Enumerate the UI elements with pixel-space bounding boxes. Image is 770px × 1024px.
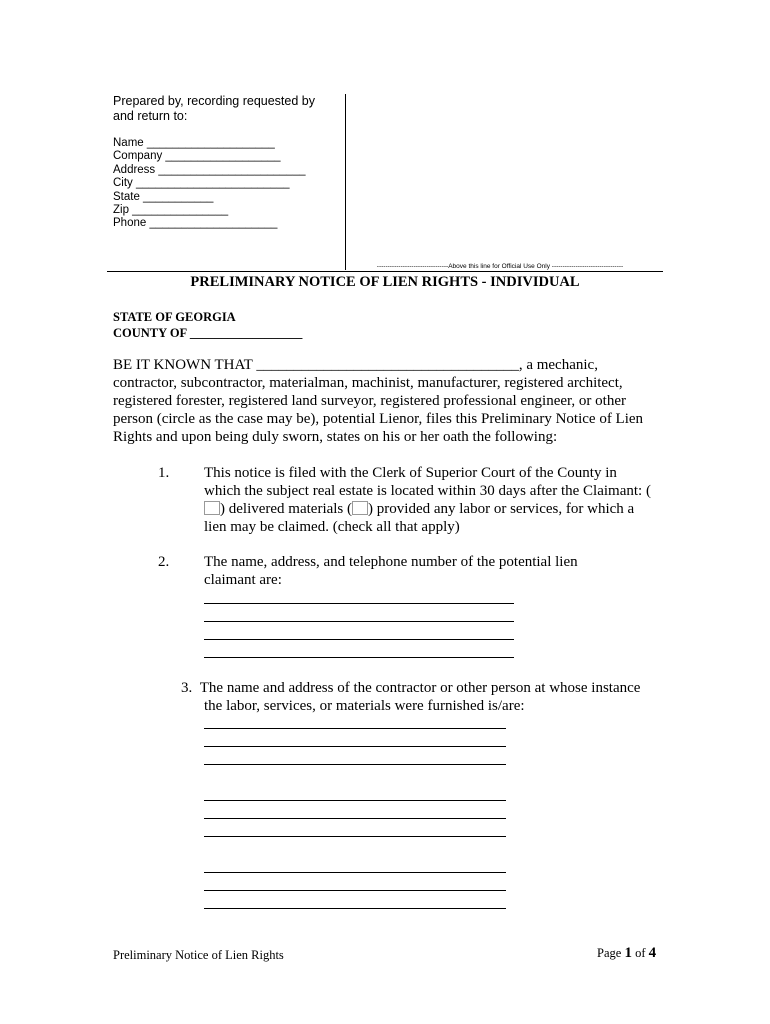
document-title: PRELIMINARY NOTICE OF LIEN RIGHTS - INDIVIDUAL [190,274,580,290]
claimant-line-3[interactable] [204,639,514,640]
phone-field[interactable]: Phone ____________________ [113,217,278,230]
footer-document-name: Preliminary Notice of Lien Rights [113,948,284,962]
county-line[interactable]: COUNTY OF __________________ [113,326,303,340]
contractor-line-7[interactable] [204,872,506,873]
claimant-line-1[interactable] [204,603,514,604]
zip-field[interactable]: Zip _______________ [113,204,229,217]
item-1-number: 1. [158,465,170,481]
return-address-fields [113,137,306,231]
contractor-line-6[interactable] [204,836,506,837]
claimant-line-4[interactable] [204,657,514,658]
venue-block [113,309,302,341]
prepared-by-label: Prepared by, recording requested by and return to: [113,94,315,123]
item-1-text-b: ) delivered materials ( [220,501,353,517]
intro-paragraph: BE IT KNOWN THAT ___________________________________, a mechanic, contractor, subcontractor, materialman, machinist, manufacturer, registered architect, registered forester, registered land surveyor, registered professional engineer, or other person (circle as the case may be), potential Lienor, files this Preliminary Notice of Lien Rights and upon being duly sworn, states on his or her oath the following: [113,357,644,445]
provided-labor-checkbox[interactable] [352,501,368,515]
page-label: Page [597,946,622,960]
contractor-line-9[interactable] [204,908,506,909]
address-field[interactable]: Address _______________________ [113,163,306,176]
contractor-line-8[interactable] [204,890,506,891]
item-1-text-a: This notice is filed with the Clerk of Superior Court of the County in which the subject real estate is located within 30 days after the Claimant: ( [204,465,651,499]
contractor-line-1[interactable] [204,728,506,729]
item-3-body: The name and address of the contractor or other person at whose instance the labor, services, or materials were furnished is/are: [199,680,641,714]
official-use-label: ---------------------------------Above this line for Official Use Only --------------------------------- [376,263,624,270]
contractor-line-3[interactable] [204,764,506,765]
item-1-text-c: ) provided any labor or services, for which a lien may be claimed. (check all that apply) [204,501,635,535]
contractor-line-5[interactable] [204,818,506,819]
header-divider-horizontal [107,271,663,272]
item-1-text [204,464,654,536]
contractor-line-2[interactable] [204,746,506,747]
delivered-materials-checkbox[interactable] [204,501,220,515]
header-divider-vertical [345,94,346,270]
page-current: 1 [624,945,632,961]
city-field[interactable]: City ________________________ [113,177,290,190]
contractor-line-4[interactable] [204,800,506,801]
state-field[interactable]: State ___________ [113,190,214,203]
page-of-label: of [635,946,646,960]
state-line: STATE OF GEORGIA [113,310,236,324]
company-field[interactable]: Company __________________ [113,150,281,163]
page-total: 4 [648,945,657,961]
page-indicator [597,945,656,962]
item-3-number: 3. [181,680,193,696]
name-field[interactable]: Name ____________________ [113,137,275,149]
item-2-text: The name, address, and telephone number of the potential lien claimant are: [204,554,578,588]
item-2-number: 2. [158,554,170,570]
item-3-text [158,679,658,715]
claimant-line-2[interactable] [204,621,514,622]
